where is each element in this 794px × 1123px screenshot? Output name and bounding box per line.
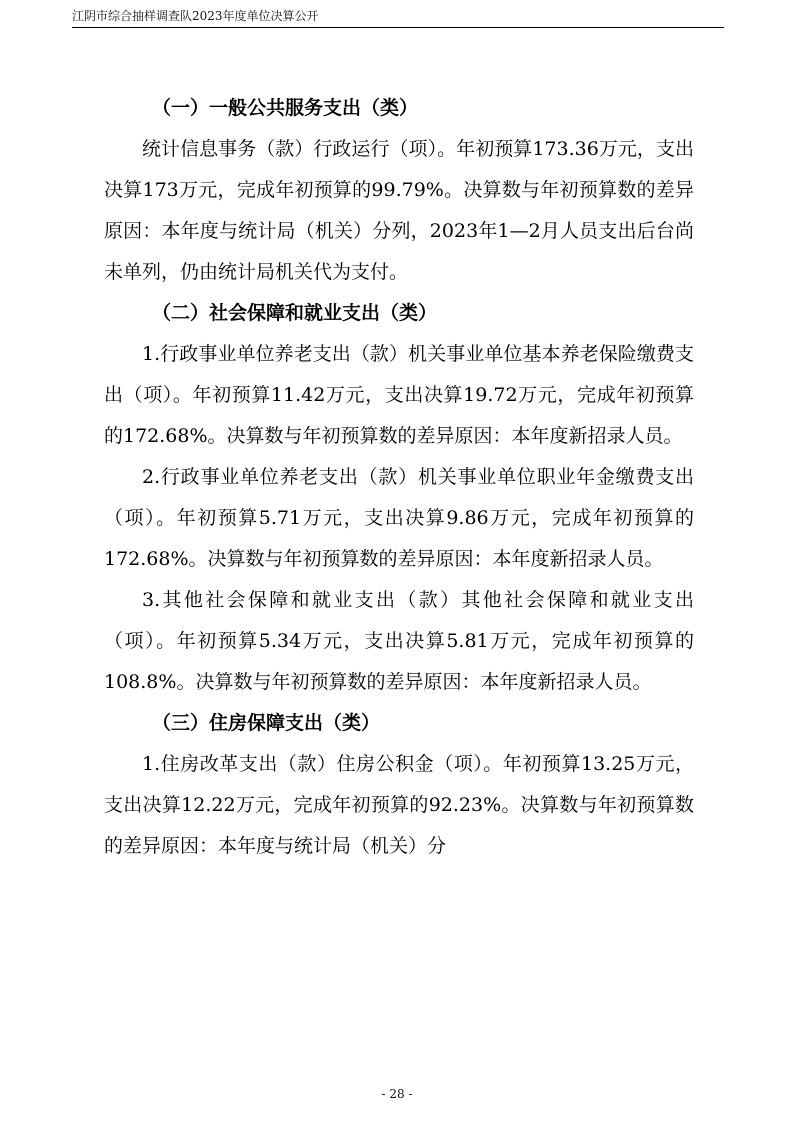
paragraph-other-social-security: 3.其他社会保障和就业支出（款）其他社会保障和就业支出（项）。年初预算5.34万元，支出决算5.81万元，完成年初预算的108.8%。决算数与年初预算数的差异原因：本年度新招录人员。 bbox=[104, 589, 694, 693]
section-heading-housing-security: （三）住房保障支出（类） bbox=[152, 712, 381, 734]
paragraph-housing-fund: 1.住房改革支出（款）住房公积金（项）。年初预算13.25万元，支出决算12.22万元，完成年初预算的92.23%。决算数与年初预算数的差异原因：本年度与统计局（机关）分 bbox=[104, 753, 694, 857]
page-number: - 28 - bbox=[381, 1087, 413, 1101]
section-heading-social-security: （二）社会保障和就业支出（类） bbox=[152, 302, 438, 324]
header-divider bbox=[72, 27, 724, 28]
paragraph-occupational-annuity: 2.行政事业单位养老支出（款）机关事业单位职业年金缴费支出（项）。年初预算5.71万元，支出决算9.86万元，完成年初预算的172.68%。决算数与年初预算数的差异原因：本年度新招录人员。 bbox=[104, 466, 694, 570]
section-heading-general-public-services: （一）一般公共服务支出（类） bbox=[152, 97, 419, 119]
page-header-title: 江阴市综合抽样调查队2023年度单位决算公开 bbox=[72, 9, 319, 23]
paragraph-basic-pension: 1.行政事业单位养老支出（款）机关事业单位基本养老保险缴费支出（项）。年初预算11.42万元，支出决算19.72万元，完成年初预算的172.68%。决算数与年初预算数的差异原因：本年度新招录人员。 bbox=[104, 343, 694, 447]
paragraph-statistics-admin: 统计信息事务（款）行政运行（项）。年初预算173.36万元，支出决算173万元，完成年初预算的99.79%。决算数与年初预算数的差异原因：本年度与统计局（机关）分列，2023年1—2月人员支出后台尚未单列，仍由统计局机关代为支付。 bbox=[104, 138, 694, 283]
document-body bbox=[104, 88, 694, 867]
